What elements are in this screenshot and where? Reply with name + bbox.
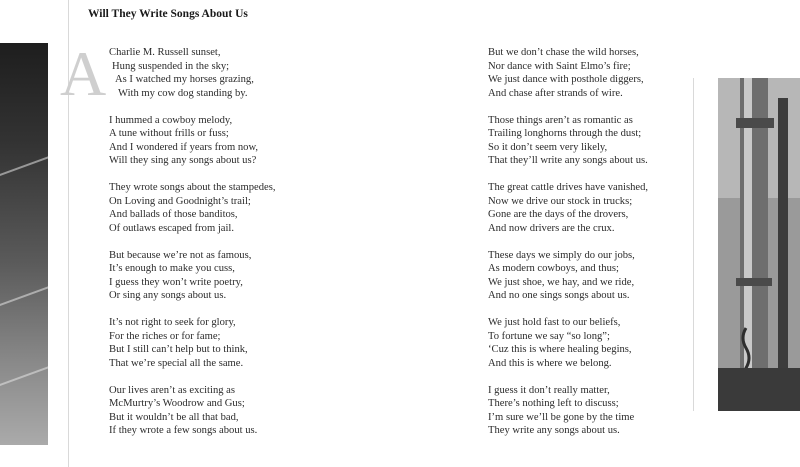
poem-line: Trailing longhorns through the dust; [488,128,642,139]
stanza [109,384,276,438]
poem-line: I guess it don’t really matter, [488,384,610,396]
stanza [109,316,276,370]
sky-photo-left [0,43,48,445]
poem-line: Nor dance with Saint Elmo’s fire; [488,60,631,72]
poem-line: As I watched my horses grazing, [115,74,254,85]
poem-line: But it wouldn’t be all that bad, [109,411,239,423]
poem-line: On Loving and Goodnight’s trail; [109,195,251,207]
poem-line: That we’re special all the same. [109,357,244,369]
poem-line: And chase after strands of wire. [488,87,623,99]
poem-line: McMurtry’s Woodrow and Gus; [109,398,245,409]
poem-column-left [109,46,276,451]
poem-line: The great cattle drives have vanished, [488,182,649,193]
poem-line: Or sing any songs about us. [109,290,227,301]
poem-line: We just shoe, we hay, and we ride, [488,276,635,288]
poem-line: I hummed a cowboy melody, [109,114,233,126]
stanza [109,46,276,100]
poem-line: It’s not right to seek for glory, [109,317,236,328]
poem-line: And I wondered if years from now, [109,141,259,153]
stanza [488,114,648,168]
poem-line: Will they sing any songs about us? [109,155,257,166]
windmill-pipe-photo-right [718,78,800,411]
poem-line: Now we drive our stock in trucks; [488,195,633,207]
gutter-divider-right [693,78,694,411]
stanza [109,249,276,303]
poem-line: And this is where we belong. [488,357,612,369]
poem-line: If they wrote a few songs about us. [109,425,258,436]
stanza [109,181,276,235]
poem-line: And ballads of those banditos, [109,209,238,220]
poem-line: As modern cowboys, and thus; [488,263,619,274]
poem-line: ‘Cuz this is where healing begins, [488,344,632,355]
poem-line: A tune without frills or fuss; [109,128,229,139]
poem-line: We just dance with posthole diggers, [488,74,644,85]
poem-line: I’m sure we’ll be gone by the time [488,411,635,423]
poem-line: Gone are the days of the drovers, [488,209,629,220]
poem-line: Those things aren’t as romantic as [488,114,633,126]
poem-line: There’s nothing left to discuss; [488,398,619,409]
poem-line: That they’ll write any songs about us. [488,155,648,166]
poem-line: They wrote songs about the stampedes, [109,182,276,193]
stanza [488,181,648,235]
poem-line: Hung suspended in the sky; [112,60,230,72]
poem-line: Charlie M. Russell sunset, [109,47,221,58]
poem-line: I guess they won’t write poetry, [109,276,243,288]
cloud-streak [0,149,48,178]
pipe-illustration [718,78,800,411]
poem-line: So it don’t seem very likely, [488,141,608,153]
poem-line: It’s enough to make you cuss, [109,263,235,274]
poem-line: They write any songs about us. [488,425,620,436]
poem-line: But because we’re not as famous, [109,249,252,261]
drop-cap: A [60,38,107,109]
poem-line: We just hold fast to our beliefs, [488,317,621,328]
poem-line: Our lives aren’t as exciting as [109,384,236,396]
cloud-streak [0,279,48,308]
poem-line: And no one sings songs about us. [488,290,630,301]
poem-line: But we don’t chase the wild horses, [488,47,639,58]
stanza [488,384,648,438]
stanza [488,316,648,370]
poem-title: Will They Write Songs About Us [88,8,248,20]
poem-line: To fortune we say “so long”; [488,330,610,342]
poem-line: With my cow dog standing by. [118,87,248,99]
poem-line: Of outlaws escaped from jail. [109,222,235,234]
stanza [488,249,648,303]
poem-column-right [488,46,648,451]
poem-line: For the riches or for fame; [109,330,221,342]
stanza [109,114,276,168]
poem-line: These days we simply do our jobs, [488,249,635,261]
stanza [488,46,648,100]
poem-line: But I still can’t help but to think, [109,344,248,355]
poem-line: And now drivers are the crux. [488,222,615,234]
cloud-streak [0,359,48,388]
